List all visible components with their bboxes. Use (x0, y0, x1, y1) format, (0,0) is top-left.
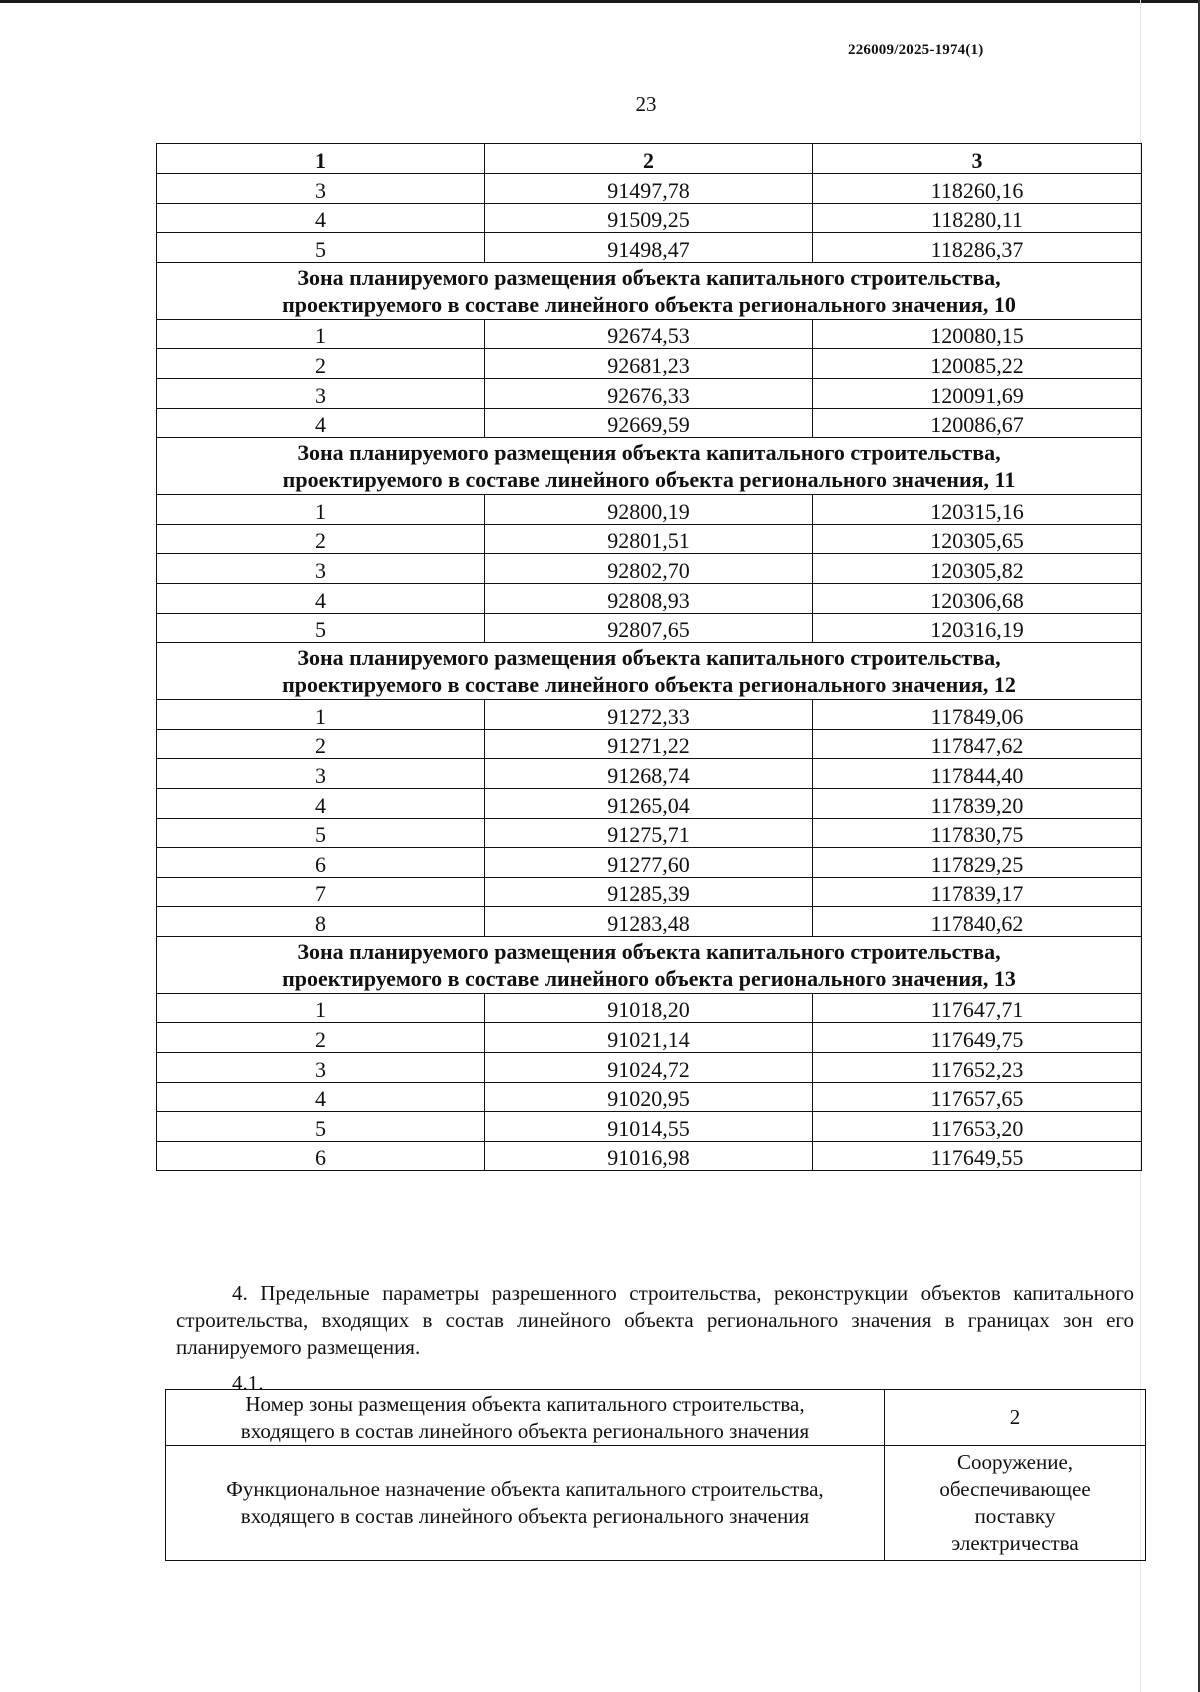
y-coordinate-cell: 117830,75 (813, 818, 1142, 848)
x-coordinate-cell: 91265,04 (485, 788, 813, 818)
x-coordinate-cell: 91509,25 (485, 203, 813, 233)
zone-number-label-line2: входящего в состав линейного объекта регионального значения (240, 1418, 810, 1443)
point-number-cell: 3 (157, 1053, 485, 1083)
point-number-cell: 3 (157, 378, 485, 408)
point-number-cell: 4 (157, 788, 485, 818)
function-row (166, 1446, 1146, 1561)
zone-number-label (166, 1390, 885, 1446)
table-row (157, 174, 1142, 204)
table-row (157, 1023, 1142, 1053)
table-row (157, 818, 1142, 848)
y-coordinate-cell: 120085,22 (813, 349, 1142, 379)
zone-number-label-line1: Номер зоны размещения объекта капитального строительства, (245, 1391, 805, 1416)
point-number-cell: 4 (157, 1082, 485, 1112)
table-row (157, 495, 1142, 525)
x-coordinate-cell: 92681,23 (485, 349, 813, 379)
point-number-cell: 2 (157, 1023, 485, 1053)
table-row (157, 877, 1142, 907)
table-row (157, 1053, 1142, 1083)
document-id: 226009/2025-1974(1) (848, 42, 984, 58)
table-row (157, 203, 1142, 233)
point-number-cell: 1 (157, 993, 485, 1023)
x-coordinate-cell: 91020,95 (485, 1082, 813, 1112)
zone-title (157, 438, 1142, 495)
y-coordinate-cell: 117840,62 (813, 907, 1142, 937)
y-coordinate-cell: 120305,65 (813, 524, 1142, 554)
point-number-cell: 4 (157, 583, 485, 613)
zone-title-line2: проектируемого в составе линейного объекта регионального значения, 13 (282, 965, 1016, 991)
function-value (885, 1446, 1146, 1561)
table-row (157, 788, 1142, 818)
y-coordinate-cell: 120080,15 (813, 319, 1142, 349)
page-number: 23 (635, 92, 657, 116)
point-number-cell: 2 (157, 349, 485, 379)
zone-number-value: 2 (885, 1390, 1146, 1446)
point-number-cell: 1 (157, 700, 485, 730)
point-number-cell: 3 (157, 554, 485, 584)
function-value-line1: Сооружение, (956, 1450, 1074, 1474)
point-number-cell: 5 (157, 233, 485, 263)
y-coordinate-cell: 117657,65 (813, 1082, 1142, 1112)
point-number-cell: 1 (157, 495, 485, 525)
point-number-cell: 5 (157, 818, 485, 848)
point-number-cell: 2 (157, 729, 485, 759)
table-row (157, 993, 1142, 1023)
y-coordinate-cell: 117652,23 (813, 1053, 1142, 1083)
table-row (157, 907, 1142, 937)
table-row (157, 848, 1142, 878)
point-number-cell: 8 (157, 907, 485, 937)
x-coordinate-cell: 91021,14 (485, 1023, 813, 1053)
table-row (157, 1141, 1142, 1171)
point-number-cell: 1 (157, 319, 485, 349)
subsection-label: 4.1. (232, 1371, 264, 1395)
x-coordinate-cell: 92801,51 (485, 524, 813, 554)
x-coordinate-cell: 92807,65 (485, 613, 813, 643)
x-coordinate-cell: 91275,71 (485, 818, 813, 848)
x-coordinate-cell: 91268,74 (485, 759, 813, 789)
function-label-line2: входящего в состав линейного объекта регионального значения (240, 1504, 810, 1528)
y-coordinate-cell: 117849,06 (813, 700, 1142, 730)
zone-header-row (157, 936, 1142, 993)
zone-title (157, 643, 1142, 700)
x-coordinate-cell: 91283,48 (485, 907, 813, 937)
table-row (157, 319, 1142, 349)
y-coordinate-cell: 120086,67 (813, 408, 1142, 438)
function-value-line2: обеспечивающее (939, 1477, 1091, 1501)
zone-header-row (157, 262, 1142, 319)
point-number-cell: 3 (157, 174, 485, 204)
table-row (157, 759, 1142, 789)
parameters-table (165, 1389, 1146, 1561)
y-coordinate-cell: 117839,17 (813, 877, 1142, 907)
y-coordinate-cell: 120316,19 (813, 613, 1142, 643)
y-coordinate-cell: 120306,68 (813, 583, 1142, 613)
y-coordinate-cell: 120305,82 (813, 554, 1142, 584)
y-coordinate-cell: 118260,16 (813, 174, 1142, 204)
y-coordinate-cell: 118280,11 (813, 203, 1142, 233)
y-coordinate-cell: 117653,20 (813, 1112, 1142, 1142)
y-coordinate-cell: 117647,71 (813, 993, 1142, 1023)
header-cell-y: 3 (813, 144, 1142, 174)
table-row (157, 583, 1142, 613)
y-coordinate-cell: 117844,40 (813, 759, 1142, 789)
point-number-cell: 5 (157, 613, 485, 643)
x-coordinate-cell: 91014,55 (485, 1112, 813, 1142)
table-row (157, 1082, 1142, 1112)
point-number-cell: 7 (157, 877, 485, 907)
x-coordinate-cell: 91272,33 (485, 700, 813, 730)
table-row (157, 408, 1142, 438)
y-coordinate-cell: 120091,69 (813, 378, 1142, 408)
table-row (157, 349, 1142, 379)
x-coordinate-cell: 92669,59 (485, 408, 813, 438)
x-coordinate-cell: 91018,20 (485, 993, 813, 1023)
zone-header-row (157, 438, 1142, 495)
x-coordinate-cell: 91277,60 (485, 848, 813, 878)
y-coordinate-cell: 117829,25 (813, 848, 1142, 878)
y-coordinate-cell: 117649,75 (813, 1023, 1142, 1053)
x-coordinate-cell: 92676,33 (485, 378, 813, 408)
table-row (157, 233, 1142, 263)
y-coordinate-cell: 117649,55 (813, 1141, 1142, 1171)
zone-title-line1: Зона планируемого размещения объекта капитального строительства, (297, 938, 1001, 964)
x-coordinate-cell: 91498,47 (485, 233, 813, 263)
y-coordinate-cell: 117839,20 (813, 788, 1142, 818)
x-coordinate-cell: 92802,70 (485, 554, 813, 584)
table-row (157, 700, 1142, 730)
x-coordinate-cell: 91016,98 (485, 1141, 813, 1171)
coordinate-table (156, 143, 1142, 1171)
table-row (157, 524, 1142, 554)
header-cell-x: 2 (485, 144, 813, 174)
function-value-line3: поставку (974, 1504, 1056, 1528)
table-row (157, 1112, 1142, 1142)
x-coordinate-cell: 91285,39 (485, 877, 813, 907)
y-coordinate-cell: 117847,62 (813, 729, 1142, 759)
zone-header-row (157, 643, 1142, 700)
x-coordinate-cell: 92674,53 (485, 319, 813, 349)
table-row (157, 554, 1142, 584)
zone-title-line2: проектируемого в составе линейного объекта регионального значения, 10 (282, 291, 1016, 317)
point-number-cell: 4 (157, 203, 485, 233)
scan-edge-top (0, 0, 1200, 3)
y-coordinate-cell: 120315,16 (813, 495, 1142, 525)
y-coordinate-cell: 118286,37 (813, 233, 1142, 263)
x-coordinate-cell: 91271,22 (485, 729, 813, 759)
zone-number-row (166, 1390, 1146, 1446)
point-number-cell: 2 (157, 524, 485, 554)
zone-title (157, 936, 1142, 993)
table-row (157, 729, 1142, 759)
x-coordinate-cell: 92800,19 (485, 495, 813, 525)
header-cell-number: 1 (157, 144, 485, 174)
zone-title-line2: проектируемого в составе линейного объекта регионального значения, 12 (282, 672, 1016, 698)
zone-title (157, 262, 1142, 319)
point-number-cell: 6 (157, 848, 485, 878)
section-4-paragraph: 4. Предельные параметры разрешенного строительства, реконструкции объектов капитального строительства, входящих в состав линейного объекта регионального значения в границах зон его планируемого размещения. (176, 1281, 1134, 1359)
zone-title-line1: Зона планируемого размещения объекта капитального строительства, (297, 440, 1001, 466)
table-header-row (157, 144, 1142, 174)
zone-title-line2: проектируемого в составе линейного объекта регионального значения, 11 (282, 467, 1016, 493)
point-number-cell: 3 (157, 759, 485, 789)
table-row (157, 378, 1142, 408)
x-coordinate-cell: 92808,93 (485, 583, 813, 613)
zone-title-line1: Зона планируемого размещения объекта капитального строительства, (297, 645, 1001, 671)
table-row (157, 613, 1142, 643)
function-label-line1: Функциональное назначение объекта капитального строительства, (226, 1477, 824, 1501)
point-number-cell: 5 (157, 1112, 485, 1142)
function-label (166, 1446, 885, 1561)
point-number-cell: 6 (157, 1141, 485, 1171)
x-coordinate-cell: 91497,78 (485, 174, 813, 204)
point-number-cell: 4 (157, 408, 485, 438)
function-value-line4: электричества (951, 1531, 1079, 1555)
zone-title-line1: Зона планируемого размещения объекта капитального строительства, (297, 264, 1001, 290)
x-coordinate-cell: 91024,72 (485, 1053, 813, 1083)
